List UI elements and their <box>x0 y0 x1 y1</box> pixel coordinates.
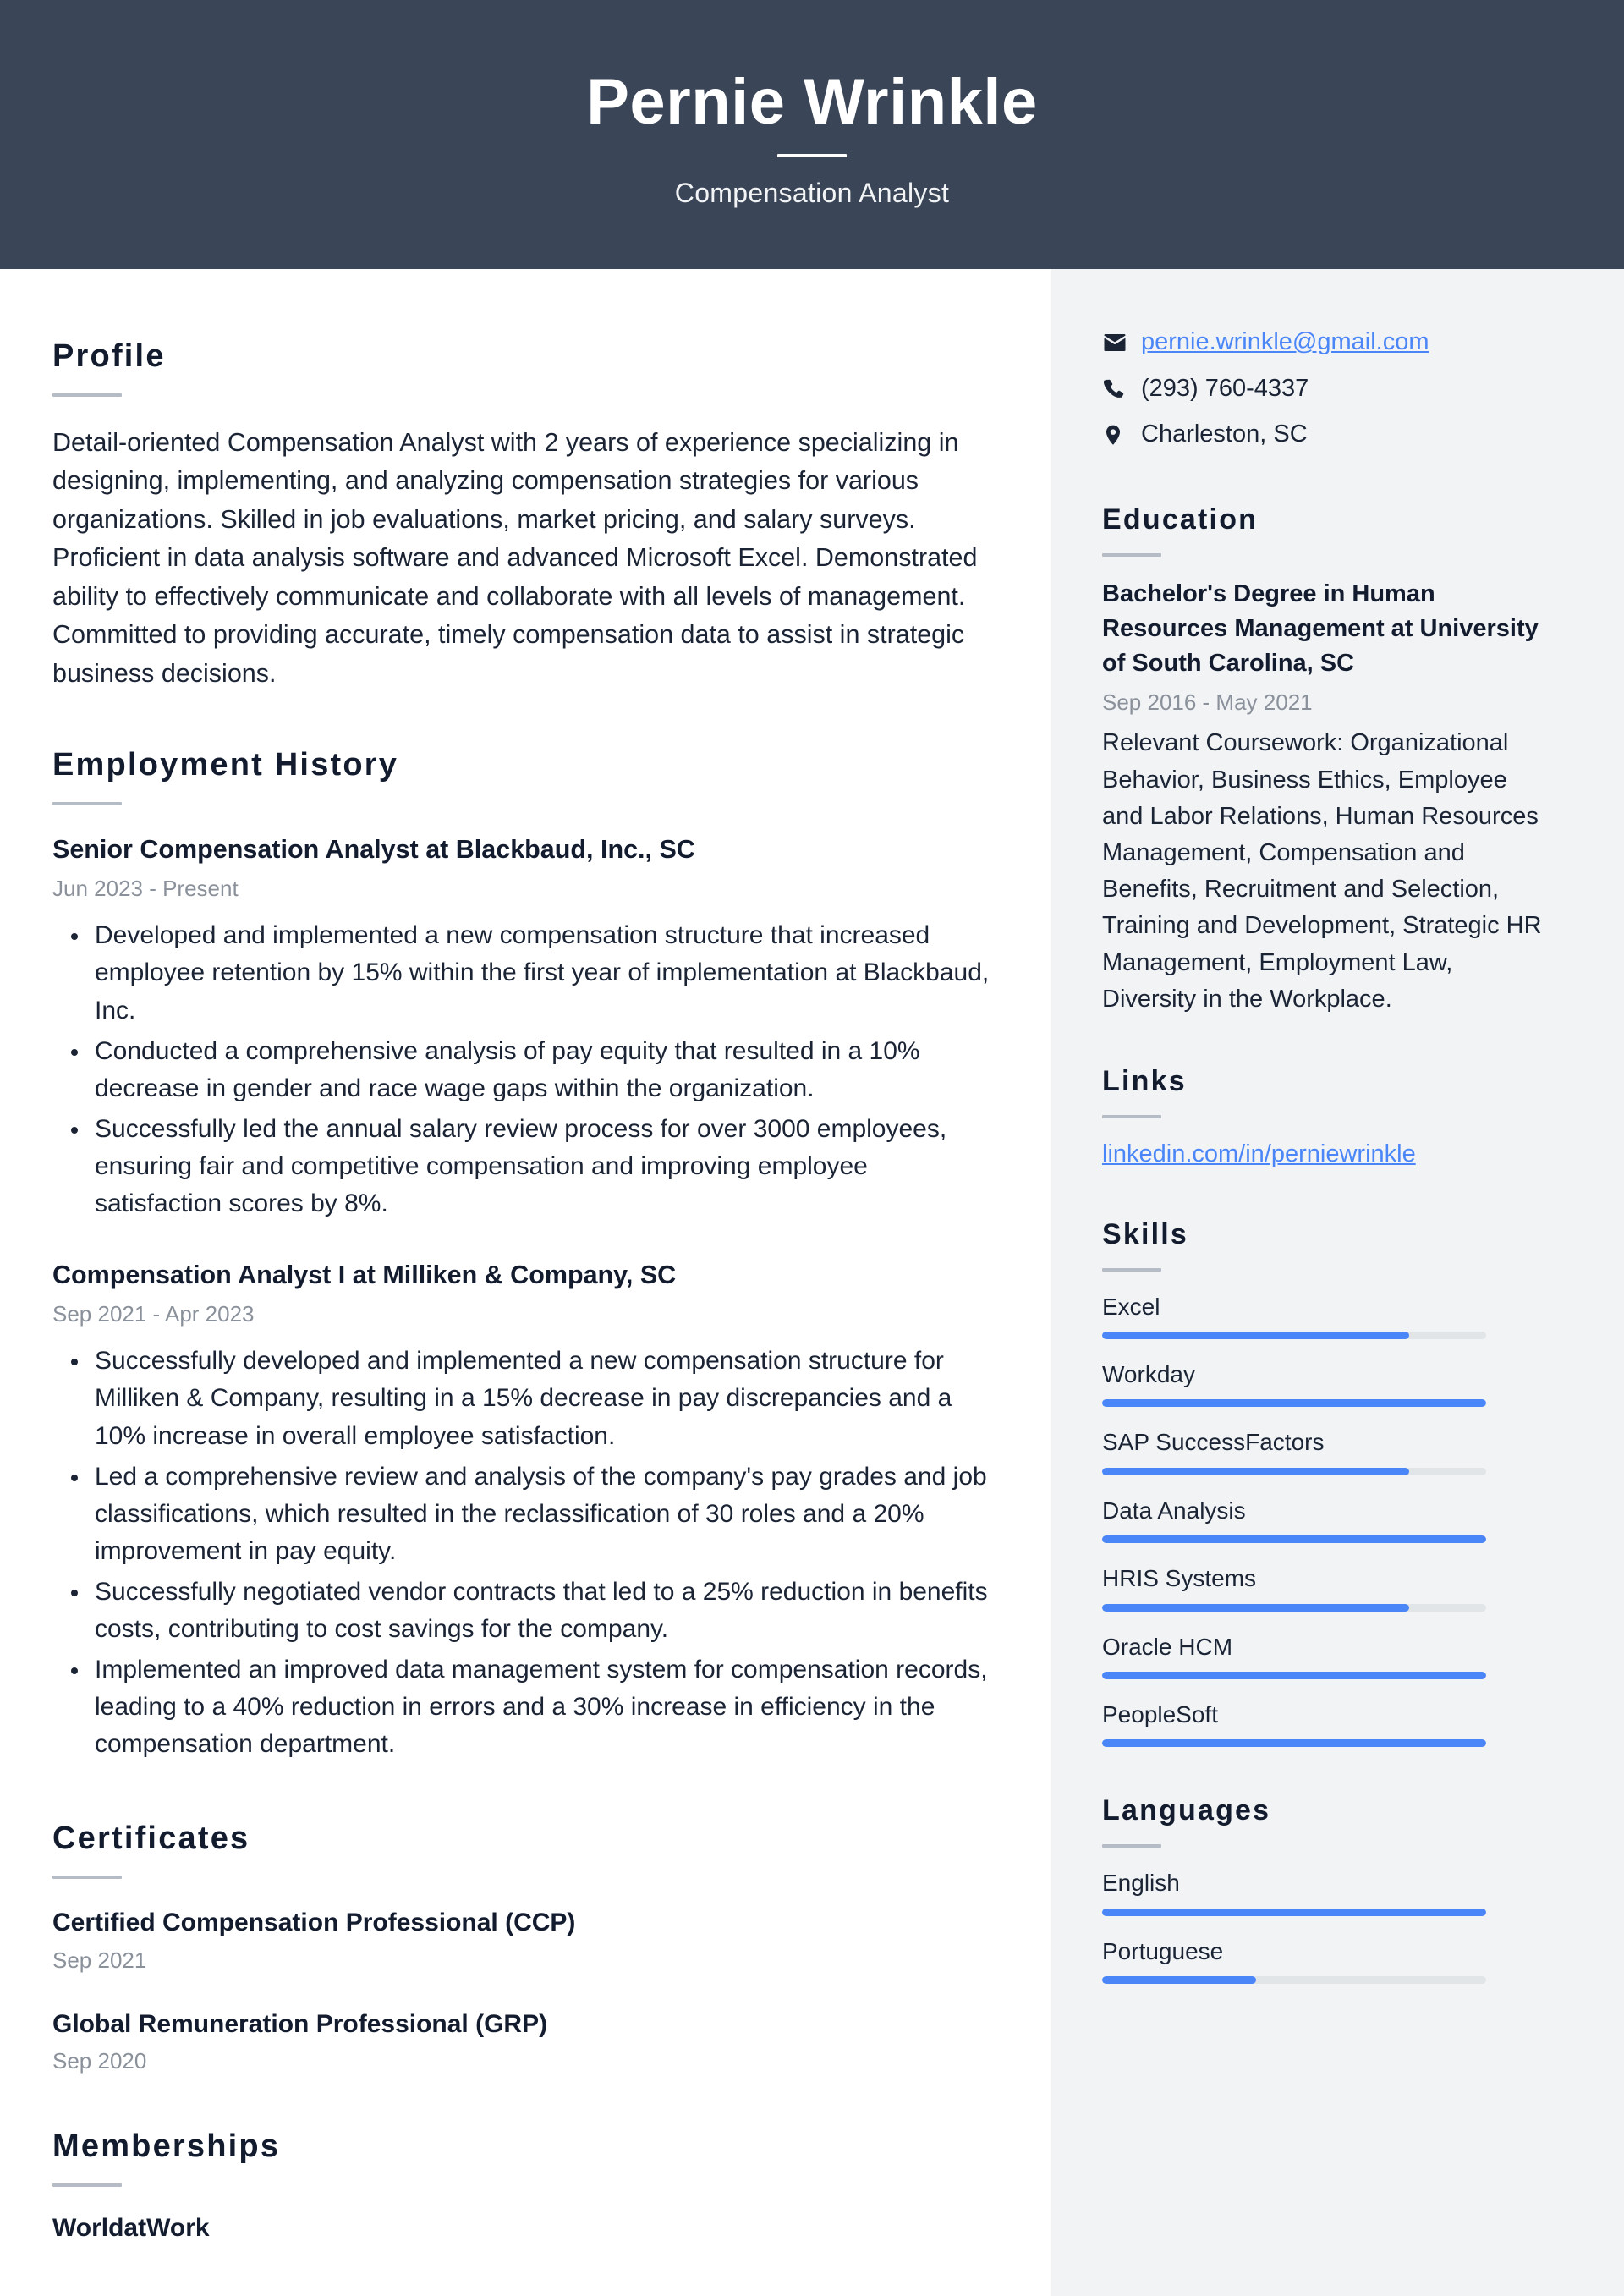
spacer <box>52 1766 990 1821</box>
job-bullet: Successfully led the annual salary review process for over 3000 employees, ensuring fair and competitive compensation and improving employee satisfaction scores by 8%. <box>52 1111 990 1222</box>
header-divider <box>777 154 847 157</box>
skill-item <box>1102 1359 1550 1407</box>
section-heading-employment-history: Employment History <box>52 747 399 783</box>
job-bullet: Led a comprehensive review and analysis of the company's pay grades and job classifications, which resulted in the reclassification of 30 roles and a 20% improvement in pay equity. <box>52 1458 990 1570</box>
spacer <box>1102 1171 1550 1218</box>
section-heading-languages: Languages <box>1102 1794 1271 1827</box>
certificate-name: Global Remuneration Professional (GRP) <box>52 2009 548 2038</box>
contact-details <box>1102 327 1550 451</box>
section-divider <box>1102 1844 1161 1848</box>
job-dates: Jun 2023 - Present <box>52 876 239 902</box>
section-heading-skills: Skills <box>1102 1217 1189 1250</box>
section-heading-certificates: Certificates <box>52 1821 250 1857</box>
section-links <box>1102 1065 1550 1171</box>
language-level-fill <box>1102 1976 1256 1984</box>
section-divider <box>1102 1268 1161 1272</box>
section-employment-history <box>52 747 990 1763</box>
skill-label: PeopleSoft <box>1102 1701 1218 1728</box>
job-title: Compensation Analyst I at Milliken & Company, SC <box>52 1261 677 1290</box>
language-label: English <box>1102 1870 1180 1897</box>
skill-level-fill <box>1102 1672 1486 1679</box>
skill-level-fill <box>1102 1604 1409 1612</box>
job-title: Senior Compensation Analyst at Blackbaud, Inc., SC <box>52 835 695 865</box>
job-bullet: Developed and implemented a new compensation structure that increased employee retention by 15% within the first year of implementation at Blackbaud, Inc. <box>52 917 990 1029</box>
resume-body <box>0 269 1624 2296</box>
language-label: Portuguese <box>1102 1937 1224 1964</box>
skill-level-track <box>1102 1672 1486 1679</box>
education-degree: Bachelor's Degree in Human Resources Management at University of South Carolina, SC <box>1102 580 1539 678</box>
education-coursework: Relevant Coursework: Organizational Behavior, Business Ethics, Employee and Labor Relations, Human Resources Management, Compensation and Benefits, Recruitment and Selection, Training and Development, Strategic HR Management, Employment Law, Diversity in the Workplace. <box>1102 729 1542 1013</box>
contact-row-phone <box>1102 373 1550 405</box>
contact-row-email[interactable] <box>1102 327 1550 359</box>
skill-label: SAP SuccessFactors <box>1102 1429 1325 1456</box>
skill-level-fill <box>1102 1739 1486 1747</box>
spacer <box>52 2074 990 2128</box>
language-level-track <box>1102 1976 1486 1984</box>
language-level-track <box>1102 1909 1486 1916</box>
linkedin-link[interactable]: linkedin.com/in/perniewrinkle <box>1102 1140 1416 1167</box>
contact-row-location <box>1102 419 1550 451</box>
skill-item <box>1102 1632 1550 1679</box>
skill-item <box>1102 1292 1550 1339</box>
certificate-date: Sep 2020 <box>52 2048 147 2074</box>
skill-label: Workday <box>1102 1361 1195 1388</box>
skill-label: Data Analysis <box>1102 1497 1246 1524</box>
section-languages <box>1102 1794 1550 1984</box>
section-education <box>1102 503 1550 1018</box>
skill-level-fill <box>1102 1399 1486 1407</box>
section-certificates <box>52 1821 990 2074</box>
employment-entry <box>52 1258 990 1763</box>
job-bullet: Implemented an improved data management system for compensation records, leading to a 40% reduction in errors and a 30% increase in efficiency in the compensation department. <box>52 1651 990 1763</box>
language-item <box>1102 1868 1550 1915</box>
phone-number: (293) 760-4337 <box>1141 374 1309 402</box>
location-text: Charleston, SC <box>1141 420 1308 448</box>
certificate-entry <box>52 1906 990 1974</box>
section-heading-profile: Profile <box>52 338 166 374</box>
job-bullet: Successfully developed and implemented a new compensation structure for Milliken & Company, resulting in a 15% decrease in pay discrepancies and a 10% increase in overall employee satisfaction. <box>52 1343 990 1454</box>
skill-label: HRIS Systems <box>1102 1565 1257 1592</box>
skill-level-fill <box>1102 1468 1409 1475</box>
email-link[interactable]: pernie.wrinkle@gmail.com <box>1141 328 1429 355</box>
membership-name: WorldatWork <box>52 2214 210 2243</box>
spacer <box>1102 1747 1550 1794</box>
skill-level-fill <box>1102 1332 1409 1339</box>
skill-level-fill <box>1102 1535 1486 1543</box>
section-heading-links: Links <box>1102 1065 1187 1097</box>
section-divider <box>52 802 122 805</box>
section-profile <box>52 338 990 693</box>
skill-level-track <box>1102 1399 1486 1407</box>
section-heading-memberships: Memberships <box>52 2128 281 2165</box>
skill-level-track <box>1102 1739 1486 1747</box>
language-item <box>1102 1936 1550 1984</box>
section-divider <box>1102 553 1161 557</box>
skill-item <box>1102 1700 1550 1747</box>
spacer <box>1102 1018 1550 1065</box>
sidebar-column <box>1051 269 1624 2296</box>
skill-level-track <box>1102 1604 1486 1612</box>
job-dates: Sep 2021 - Apr 2023 <box>52 1301 255 1327</box>
section-memberships <box>52 2128 990 2243</box>
skill-label: Excel <box>1102 1293 1160 1320</box>
certificate-date: Sep 2021 <box>52 1947 147 1973</box>
language-level-fill <box>1102 1909 1486 1916</box>
section-divider <box>52 2183 122 2187</box>
spacer <box>52 693 990 747</box>
profile-summary-text: Detail-oriented Compensation Analyst with 2 years of experience specializing in designing, implementing, and analyzing compensation strategies for various organizations. Skilled in job evaluations, market pricing, and salary surveys. Proficient in data analysis software and advanced Microsoft Excel. Demonstrated ability to effectively communicate and collaborate with all levels of management. Committed to providing accurate, timely compensation data to assist in strategic business decisions. <box>52 428 978 688</box>
skill-item <box>1102 1563 1550 1611</box>
job-bullet-list <box>52 917 990 1222</box>
skill-level-track <box>1102 1535 1486 1543</box>
education-dates: Sep 2016 - May 2021 <box>1102 689 1313 715</box>
job-bullet: Conducted a comprehensive analysis of pay equity that resulted in a 10% decrease in gender and race wage gaps within the organization. <box>52 1033 990 1107</box>
location-pin-icon <box>1102 422 1141 448</box>
section-skills <box>1102 1218 1550 1748</box>
resume-header <box>0 0 1624 269</box>
skill-level-track <box>1102 1468 1486 1475</box>
job-bullet: Successfully negotiated vendor contracts that led to a 25% reduction in benefits costs, contributing to cost savings for the company. <box>52 1574 990 1648</box>
certificate-entry <box>52 2008 990 2075</box>
certificate-name: Certified Compensation Professional (CCP) <box>52 1909 576 1937</box>
phone-icon <box>1102 377 1141 401</box>
main-column <box>0 269 1051 2296</box>
section-divider <box>52 1876 122 1879</box>
section-heading-education: Education <box>1102 503 1259 536</box>
skill-item <box>1102 1496 1550 1543</box>
skill-label: Oracle HCM <box>1102 1633 1233 1660</box>
skill-level-track <box>1102 1332 1486 1339</box>
email-icon <box>1102 330 1141 355</box>
skill-item <box>1102 1427 1550 1475</box>
section-divider <box>1102 1115 1161 1118</box>
page-title: Pernie Wrinkle <box>586 65 1038 138</box>
job-bullet-list <box>52 1343 990 1763</box>
header-subtitle: Compensation Analyst <box>674 178 950 209</box>
employment-entry <box>52 832 990 1222</box>
section-divider <box>52 393 122 397</box>
